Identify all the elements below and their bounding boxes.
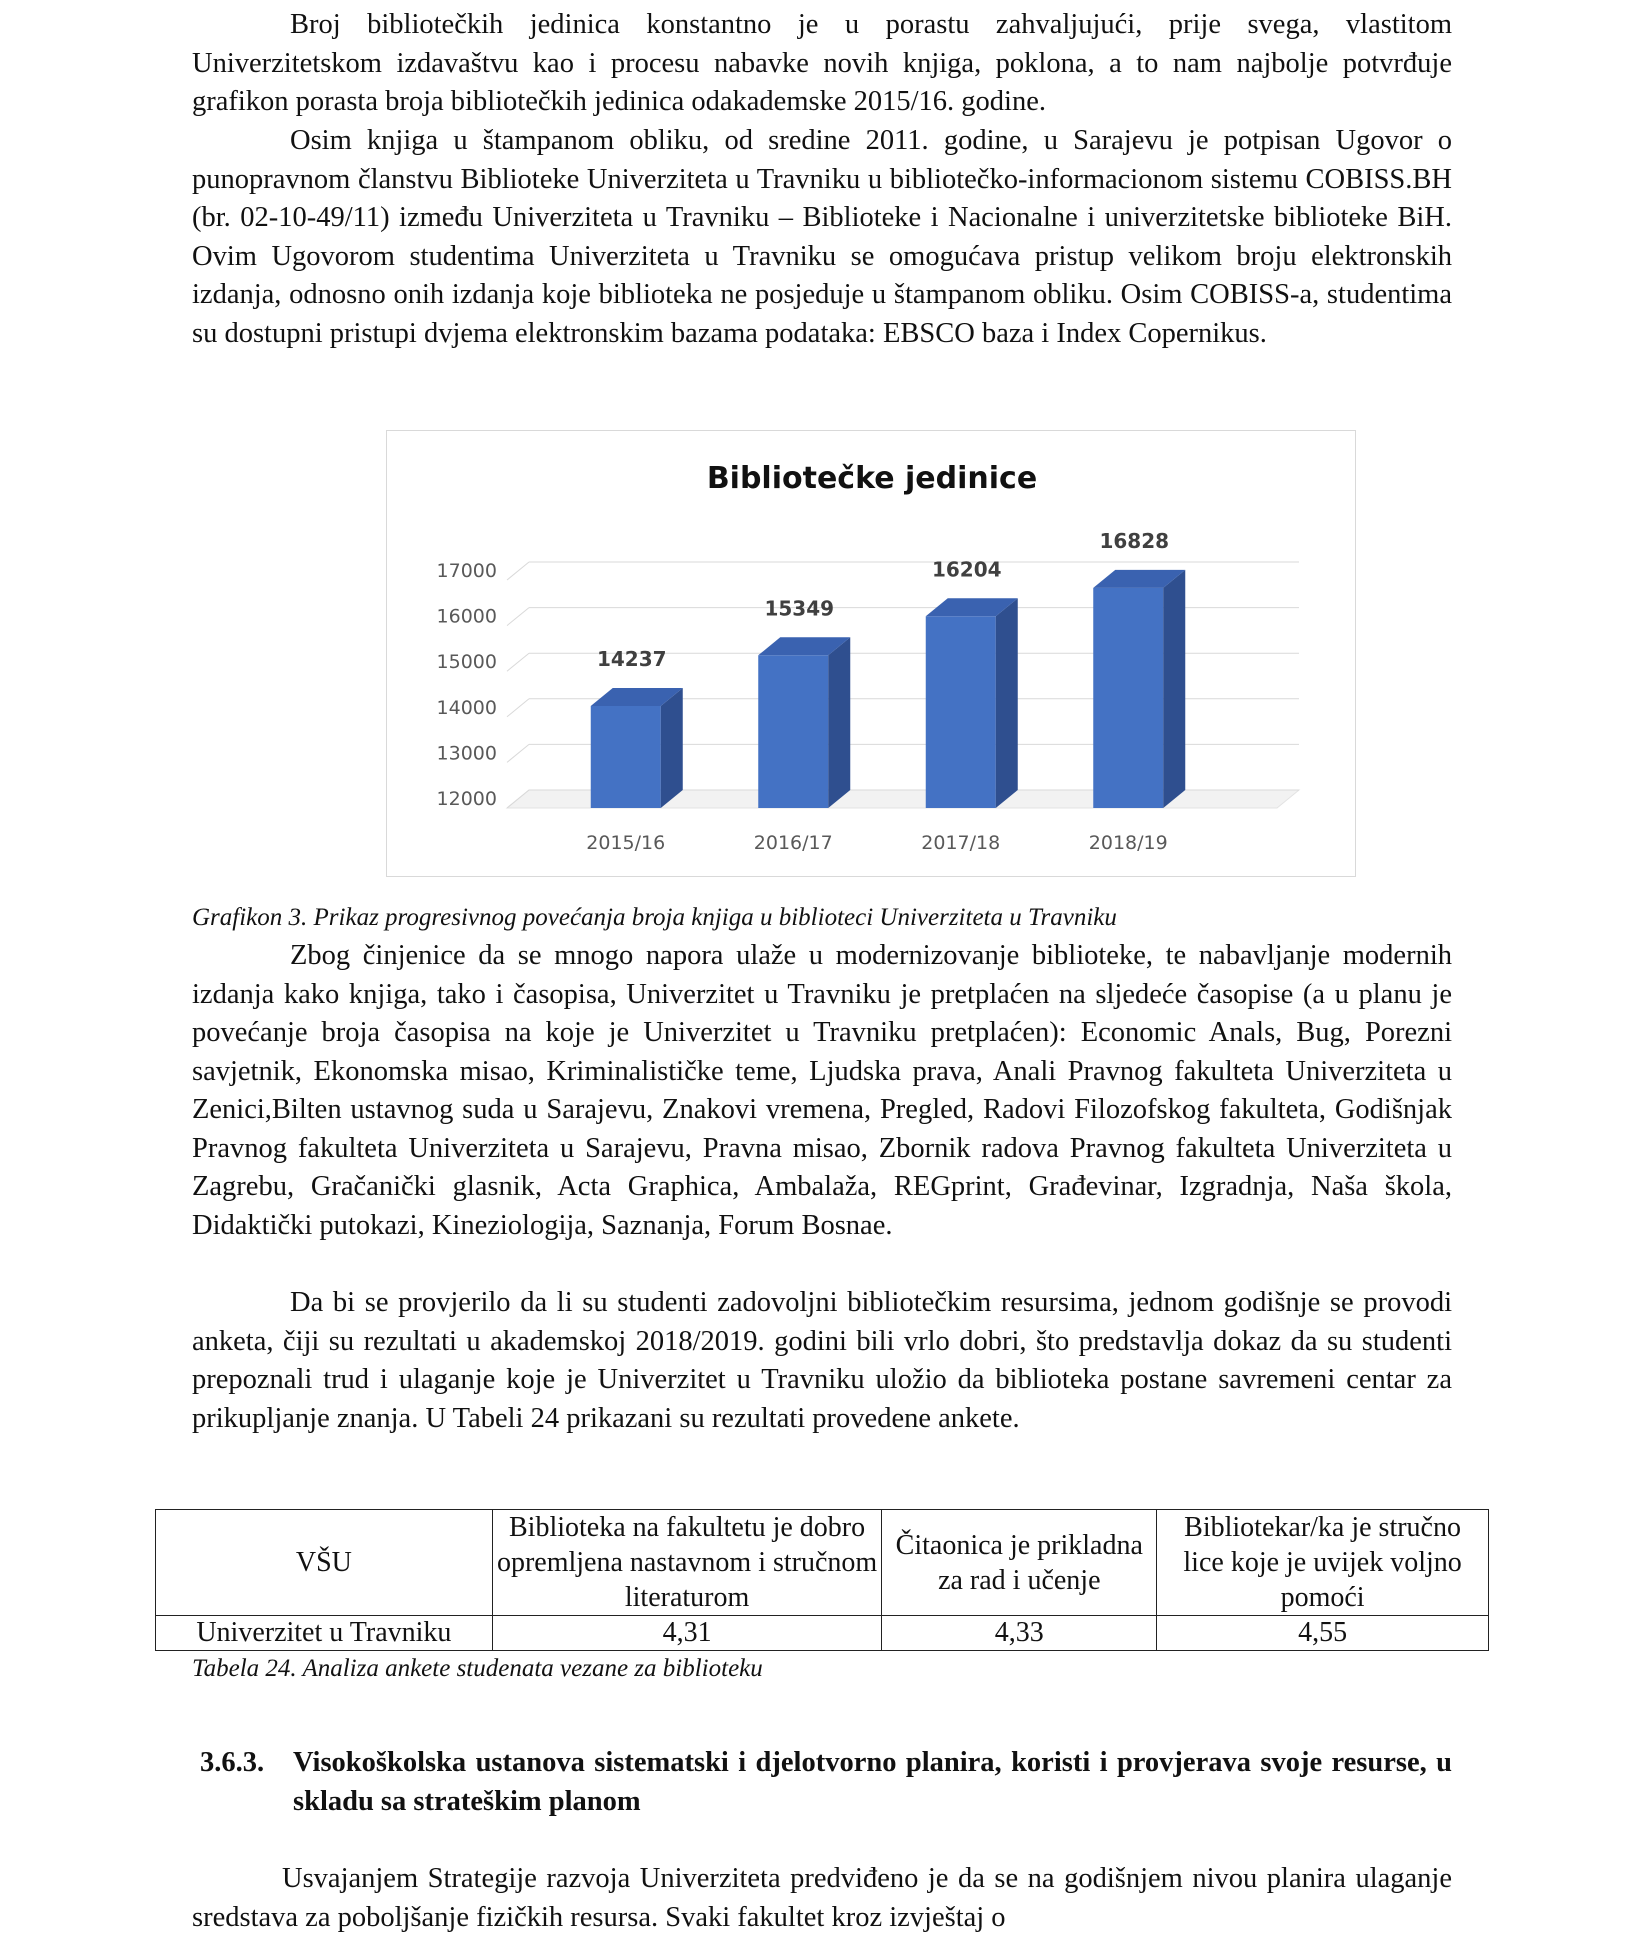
table-cell: 4,55 xyxy=(1157,1616,1489,1651)
table-caption: Tabela 24. Analiza ankete studenata vezane za biblioteku xyxy=(192,1655,763,1682)
table-header-row xyxy=(156,1510,1489,1616)
x-tick-label: 2018/19 xyxy=(1088,832,1168,854)
section-number: 3.6.3. xyxy=(200,1747,265,1778)
paragraph-survey: Da bi se provjerilo da li su studenti zadovoljni bibliotečkim resursima, jednom godišnje se provodi anketa, čiji su rezultati u akademskoj 2018/2019. godini bili vrlo dobri, što predstavlja dokaz da su studenti prepoznali trud i ulaganje koje je Univerzitet u Travniku uložio da biblioteka postane savremeni centar za prikupljanje znanja. U Tabeli 24 prikazani su rezultati provedene ankete. xyxy=(192,1287,1452,1434)
bar xyxy=(758,655,828,808)
y-tick-label: 13000 xyxy=(436,742,497,765)
chart-title: Bibliotečke jedinice xyxy=(706,461,1038,496)
data-label: 15349 xyxy=(764,596,835,621)
bar xyxy=(926,616,996,808)
gridline-side xyxy=(507,608,529,626)
x-tick-label: 2015/16 xyxy=(586,832,666,854)
bar xyxy=(591,706,661,808)
paragraph-strategy: Usvajanjem Strategije razvoja Univerziteta predviđeno je da se na godišnjem nivou planira ulaganje sredstava za poboljšanje fizičkih resursa. Svaki fakultet kroz izvještaj o xyxy=(192,1863,1452,1933)
paragraph-cobiss: Osim knjiga u štampanom obliku, od sredine 2011. godine, u Sarajevu je potpisan Ugovor o punopravnom članstvu Biblioteke Univerziteta u Travniku u bibliotečko-informacionom sistemu COBISS.BH (br. 02-10-49/11) između Univerziteta u Travniku – Biblioteke i Nacionalne i univerzitetske biblioteke BiH. Ovim Ugovorom studentima Univerziteta u Travniku se omogućava pristup velikom broju elektronskih izdanja, odnosno onih izdanja koje biblioteka ne posjeduje u štampanom obliku. Osim COBISS-a, studentima su dostupni pristupi dvjema elektronskim bazama podataka: EBSCO baza i Index Copernikus. xyxy=(192,125,1452,349)
y-tick-label: 16000 xyxy=(436,605,497,628)
bar-side xyxy=(1163,570,1185,808)
chart-svg xyxy=(387,431,1357,878)
table-header-cell: Bibliotekar/ka je stručno lice koje je uvijek voljno pomoći xyxy=(1157,1510,1489,1616)
x-tick-label: 2017/18 xyxy=(921,832,1001,854)
chart-caption: Grafikon 3. Prikaz progresivnog povećanja broja knjiga u biblioteci Univerziteta u Travniku xyxy=(192,904,1117,931)
y-tick-label: 14000 xyxy=(436,696,497,719)
gridline-side xyxy=(507,653,529,671)
bar xyxy=(1093,588,1163,808)
gridline-side xyxy=(507,699,529,717)
table-header-cell: Čitaonica je prikladna za rad i učenje xyxy=(882,1510,1157,1616)
gridline-side xyxy=(507,744,529,762)
table-row xyxy=(156,1616,1489,1651)
chart-library-units xyxy=(386,430,1356,877)
paragraph-library-units: Broj bibliotečkih jedinica konstantno je u porastu zahvaljujući, prije svega, vlastitom Univerzitetskom izdavaštvu kao i procesu nabavke novih knjiga, poklona, a to nam najbolje potvrđuje grafikon porasta broja bibliotečkih jedinica odakademske 2015/16. godine. xyxy=(192,9,1452,117)
paragraph-journals: Zbog činjenice da se mnogo napora ulaže u modernizovanje biblioteke, te nabavljanje modernih izdanja kako knjiga, tako i časopisa, Univerzitet u Travniku je pretplaćen na sljedeće časopise (a u planu je povećanje broja časopisa na koje je Univerzitet u Travniku pretplaćen): Economic Anals, Bug, Porezni savjetnik, Ekonomska misao, Kriminalističke teme, Ljudska prava, Anali Pravnog fakulteta Univerziteta u Zenici,Bilten ustavnog suda u Sarajevu, Znakovi vremena, Pregled, Radovi Filozofskog fakulteta, Godišnjak Pravnog fakulteta Univerziteta u Sarajevu, Pravna misao, Zbornik radova Pravnog fakulteta Univerziteta u Zagrebu, Gračanički glasnik, Acta Graphica, Ambalaža, REGprint, Građevinar, Izgradnja, Naša škola, Didaktički putokazi, Kineziologija, Saznanja, Forum Bosnae. xyxy=(192,940,1452,1241)
y-tick-label: 15000 xyxy=(436,651,497,674)
bar-side xyxy=(996,598,1018,808)
table-cell: 4,33 xyxy=(882,1616,1157,1651)
table-header-cell: Biblioteka na fakultetu je dobro opremljena nastavnom i stručnom literaturom xyxy=(492,1510,882,1616)
table-cell: 4,31 xyxy=(492,1616,882,1651)
data-label: 14237 xyxy=(596,646,667,671)
bar-side xyxy=(661,688,683,808)
data-label: 16204 xyxy=(931,557,1002,582)
bar-side xyxy=(828,637,850,808)
x-tick-label: 2016/17 xyxy=(753,832,833,854)
section-title: Visokoškolska ustanova sistematski i djelotvorno planira, koristi i provjerava svoje resurse, u skladu sa strateškim planom xyxy=(293,1747,1452,1817)
y-tick-label: 17000 xyxy=(436,560,497,582)
y-tick-label: 12000 xyxy=(436,788,497,810)
table-header-cell: VŠU xyxy=(156,1510,493,1616)
survey-table xyxy=(155,1509,1489,1651)
table-cell: Univerzitet u Travniku xyxy=(156,1616,493,1651)
gridline-side xyxy=(507,562,529,580)
data-label: 16828 xyxy=(1099,528,1170,553)
